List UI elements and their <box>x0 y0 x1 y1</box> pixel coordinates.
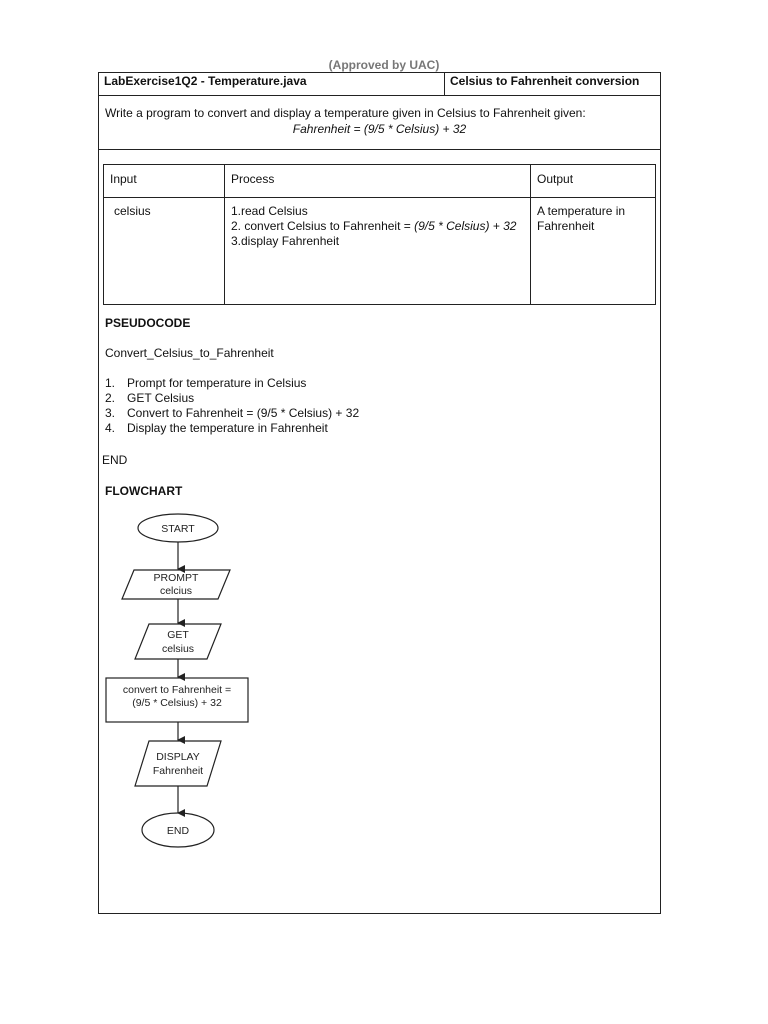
step-number: 3. <box>105 406 116 420</box>
start-label: START <box>161 523 195 535</box>
step-text: Display the temperature in Fahrenheit <box>127 421 328 435</box>
step-text: Convert to Fahrenheit = (9/5 * Celsius) + 32 <box>127 406 360 420</box>
step-number: 1. <box>105 376 116 390</box>
flowchart-heading: FLOWCHART <box>105 484 183 498</box>
step-number: 2. <box>105 391 116 405</box>
pseudocode-name: Convert_Celsius_to_Fahrenheit <box>105 346 274 360</box>
get-label: celsius <box>161 643 195 655</box>
prompt-label: celcius <box>159 585 193 597</box>
exercise-subtitle: Celsius to Fahrenheit conversion <box>450 74 640 88</box>
end-label: END <box>166 825 190 837</box>
ipo-input-value: celsius <box>114 204 151 218</box>
approval-note: (Approved by UAC) <box>328 58 440 72</box>
prompt-label: PROMPT <box>153 572 199 584</box>
step-text: GET Celsius <box>127 391 195 405</box>
convert-label: (9/5 * Celsius) + 32 <box>132 697 222 709</box>
ipo-process-step: 3.display Fahrenheit <box>231 234 340 248</box>
pseudocode-heading: PSEUDOCODE <box>105 316 191 330</box>
ipo-output-line: Fahrenheit <box>537 219 595 233</box>
display-label: DISPLAY <box>156 751 200 763</box>
problem-description: Write a program to convert and display a temperature given in Celsius to Fahrenheit given: <box>105 106 586 120</box>
pseudocode-end: END <box>102 453 128 467</box>
ipo-process-formula: (9/5 * Celsius) + 32 <box>414 219 517 233</box>
ipo-header-output: Output <box>537 172 574 186</box>
get-label: GET <box>167 629 189 641</box>
ipo-process-step: 1.read Celsius <box>231 204 308 218</box>
exercise-title: LabExercise1Q2 - Temperature.java <box>104 74 307 88</box>
ipo-header-input: Input <box>110 172 137 186</box>
step-number: 4. <box>105 421 116 435</box>
display-label: Fahrenheit <box>152 765 204 777</box>
convert-label: convert to Fahrenheit = <box>122 684 232 696</box>
problem-formula: Fahrenheit = (9/5 * Celsius) + 32 <box>292 122 467 136</box>
ipo-header-process: Process <box>231 172 275 186</box>
step-text: Prompt for temperature in Celsius <box>127 376 307 390</box>
ipo-output-line: A temperature in <box>537 204 626 218</box>
ipo-process-step-text: 2. convert Celsius to Fahrenheit = <box>231 219 415 233</box>
display-io-shape <box>135 741 221 786</box>
